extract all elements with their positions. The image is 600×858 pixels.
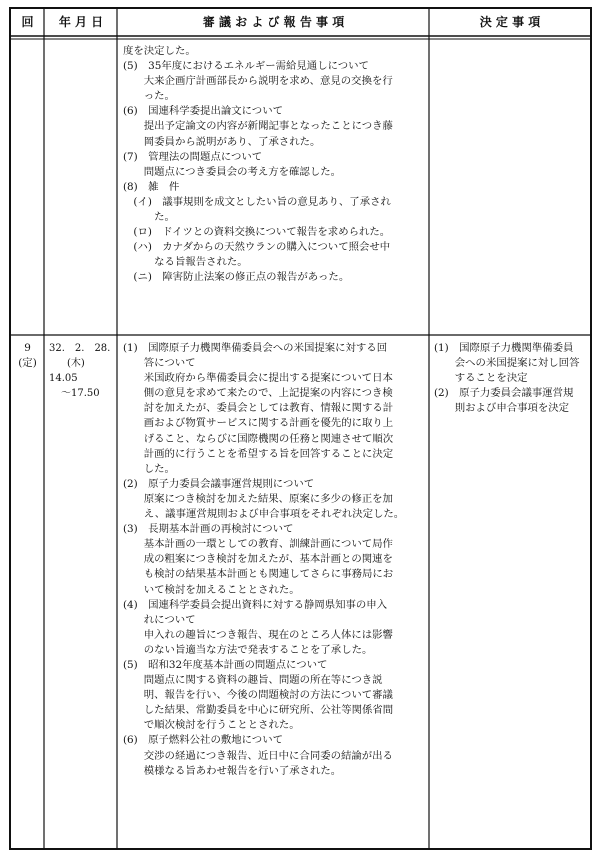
agenda-line: (5) 35年度におけるエネルギー需給見通しについて <box>123 60 369 73</box>
row2-date <box>49 341 115 401</box>
agenda-line: 明、報告を行い、今後の問題検討の方法について審議 <box>123 689 393 702</box>
agenda-line: (イ) 議事規則を成文としたい旨の意見あり、了承され <box>123 195 391 208</box>
agenda-line: った。 <box>123 90 175 103</box>
meeting-weekday: (木) <box>67 358 85 370</box>
agenda-line: (8) 雑 件 <box>123 180 180 193</box>
agenda-line: 問題点につき委員会の考え方を確認した。 <box>123 165 341 178</box>
agenda-line: も検討の結果基本計画とも関連してさらに事務局にお <box>123 568 394 581</box>
agenda-line: 計画的に行うことを希望する旨を回答することに決定 <box>123 447 394 460</box>
header-no: 回 <box>21 15 34 29</box>
header-date: 年 月 日 <box>58 15 104 29</box>
agenda-line: 大来企画庁計画部長から説明を求め、意見の交換を行 <box>123 75 393 88</box>
agenda-line: 米国政府から準備委員会に提出する提案について日本 <box>123 372 393 385</box>
agenda-line: た。 <box>123 211 175 224</box>
header-decision: 決 定 事 項 <box>479 15 541 29</box>
row1-agenda <box>123 44 427 286</box>
agenda-line: 提出予定論文の内容が新聞記事となったことにつき藤 <box>123 120 393 133</box>
agenda-line: 成の粗案につき検討を加えたが、基本計画との関連を <box>123 553 393 566</box>
agenda-line: (3) 長期基本計画の再検討について <box>123 523 294 536</box>
agenda-line: (ハ) カナダからの天然ウランの購入について照会せ中 <box>123 241 391 254</box>
agenda-line: した結果、常勤委員を中心に研究所、公社等関係省間 <box>123 704 394 717</box>
meeting-date: 32. 2. 28. <box>49 343 111 354</box>
decision-line: (2) 原子力委員会議事運営規 <box>434 387 574 400</box>
agenda-line: (6) 国連科学委提出論文について <box>123 105 283 118</box>
agenda-line: いて検討を加えることとされた。 <box>123 583 300 596</box>
agenda-line: 答について <box>123 357 196 370</box>
agenda-line: した。 <box>123 462 175 475</box>
agenda-line: 申入れの趣旨につき報告、現在のところ人体には影響 <box>123 628 393 641</box>
agenda-line: 基本計画の一環としての教育、訓練計画について局作 <box>123 538 393 551</box>
agenda-line: 岡委員から説明があり、了承された。 <box>123 135 321 148</box>
document-page <box>9 7 592 850</box>
agenda-line: え、議事運営規則および申合事項をそれぞれ決定した。 <box>123 508 405 521</box>
row2-decision <box>434 341 589 416</box>
meeting-start: 14.05 <box>49 373 78 385</box>
agenda-line: なる旨報告された。 <box>123 256 248 269</box>
decision-line: 則および申合事項を決定 <box>434 402 570 415</box>
header-agenda: 審 議 お よ び 報 告 事 項 <box>202 15 345 29</box>
agenda-line: (ニ) 障害防止法案の修正点の報告があった。 <box>123 271 350 284</box>
session-number: 9 <box>24 342 31 354</box>
agenda-line: 模様なる旨あわせ報告を行い了承された。 <box>123 764 342 777</box>
decision-line: することを決定 <box>434 372 528 385</box>
decision-line: 会への米国提案に対し回答 <box>434 357 580 370</box>
agenda-line: 討を加えたが、委員会としては教育、情報に関する計 <box>123 402 394 415</box>
agenda-line: 問題点に関する資料の趣旨、問題の所在等につき説 <box>123 674 383 687</box>
agenda-line: 側の意見を求めて来たので、上記提案の内容につき検 <box>123 387 393 400</box>
agenda-line: れについて <box>123 613 196 626</box>
agenda-line: のない旨適当な方法で発表することを了承した。 <box>123 643 373 656</box>
agenda-line: (ロ) ドイツとの資料交換について報告を求められた。 <box>123 226 391 239</box>
decision-line: (1) 国際原子力機関準備委員 <box>434 342 574 354</box>
agenda-line: (4) 国連科学委員会提出資料に対する静岡県知事の申入 <box>123 598 388 611</box>
agenda-line: (2) 原子力委員会議事運営規則について <box>123 477 315 490</box>
agenda-line: (5) 昭和32年度基本計画の問題点について <box>123 658 328 671</box>
agenda-line: 交渉の経過につき報告、近日中に合同委の結論が出る <box>123 749 393 762</box>
agenda-line: (6) 原子燃料公社の敷地について <box>123 734 283 747</box>
session-type: (定) <box>18 357 37 370</box>
agenda-line: で順次検討を行うこととされた。 <box>123 719 300 732</box>
row2-no <box>11 341 44 371</box>
agenda-line: 度を決定した。 <box>123 45 196 57</box>
agenda-line: (1) 国際原子力機関準備委員会への米国提案に対する回 <box>123 342 388 354</box>
agenda-line: 原案につき検討を加えた結果、原案に多少の修正を加 <box>123 492 393 505</box>
meeting-end: ～17.50 <box>61 388 100 400</box>
agenda-line: (7) 管理法の問題点について <box>123 150 263 163</box>
agenda-line: 画および物質サービスに関する計画を優先的に取り上 <box>123 417 394 430</box>
row2-agenda <box>123 341 427 779</box>
agenda-line: げること、ならびに国際機関の任務と関連させて順次 <box>123 432 394 445</box>
